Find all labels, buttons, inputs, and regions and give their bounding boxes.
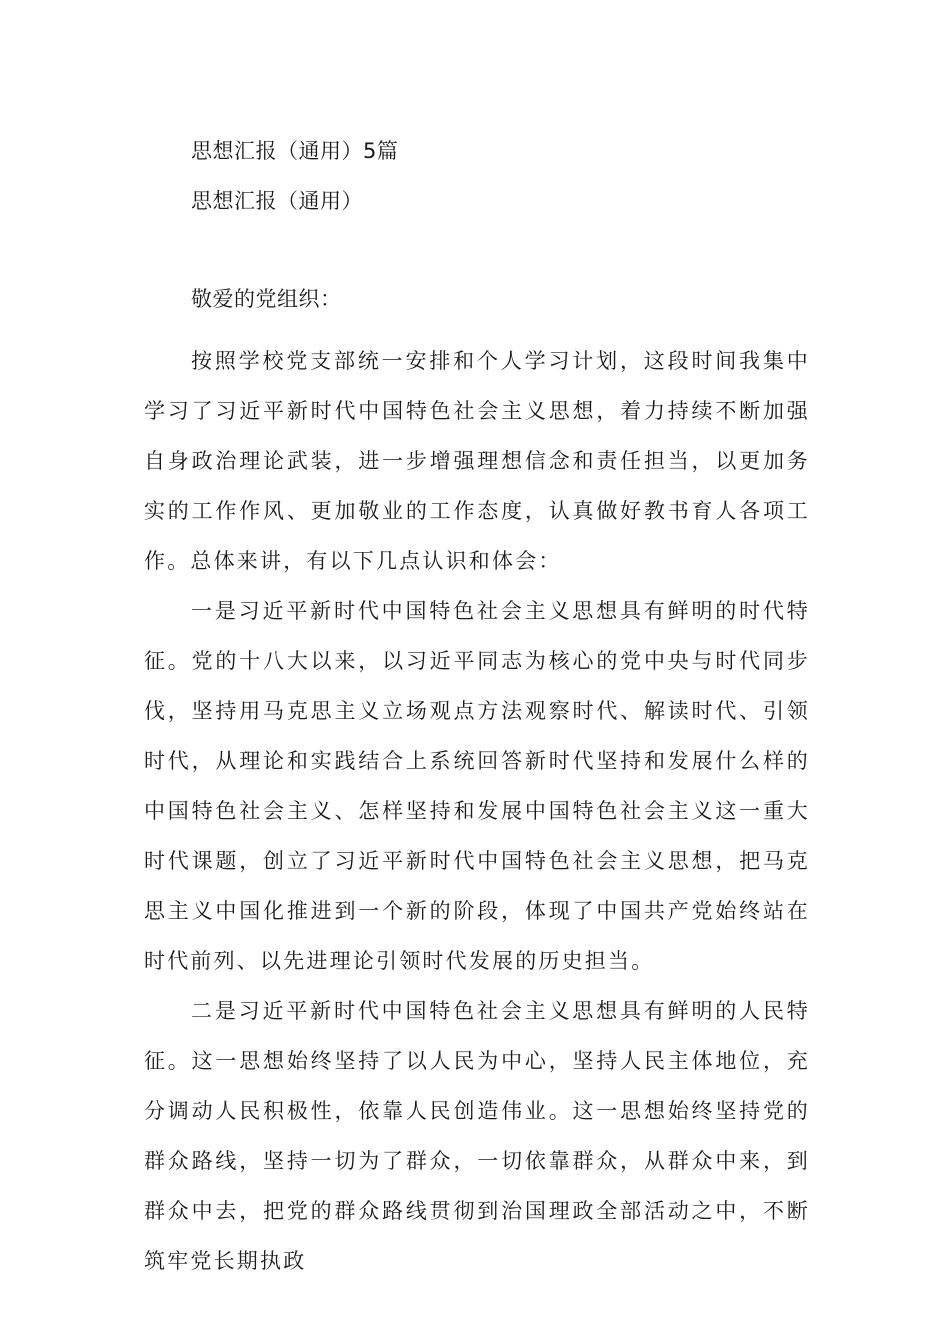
salutation: 敬爱的党组织： [191,287,342,311]
paragraph-2: 一是习近平新时代中国特色社会主义思想具有鲜明的时代特征。党的十八大以来，以习近平同志为核心的党中央与时代同步伐，坚持用马克思主义立场观点方法观察时代、解读时代、引领时代，从理论和实践结合上系统回答新时代坚持和发展什么样的中国特色社会主义、怎样坚持和发展中国特色社会主义这一重大时代课题，创立了习近平新时代中国特色社会主义思想，把马克思主义中国化推进到一个新的阶段，体现了中国共产党始终站在时代前列、以先进理论引领时代发展的历史担当。 [144,599,810,973]
paragraph-3: 二是习近平新时代中国特色社会主义思想具有鲜明的人民特征。这一思想始终坚持了以人民为中心，坚持人民主体地位，充分调动人民积极性，依靠人民创造伟业。这一思想始终坚持党的群众路线，坚持一切为了群众，一切依靠群众，从群众中来，到群众中去，把党的群众路线贯彻到治国理政全部活动之中，不断筑牢党长期执政 [144,999,810,1273]
document-subtitle: 思想汇报（通用） [191,189,363,213]
document-body [144,336,810,1286]
document-title: 思想汇报（通用）5篇 [191,139,399,163]
paragraph-1: 按照学校党支部统一安排和个人学习计划，这段时间我集中学习了习近平新时代中国特色社会主义思想，着力持续不断加强自身政治理论武装，进一步增强理想信念和责任担当，以更加务实的工作作风、更加敬业的工作态度，认真做好教书育人各项工作。总体来讲，有以下几点认识和体会： [144,349,810,573]
